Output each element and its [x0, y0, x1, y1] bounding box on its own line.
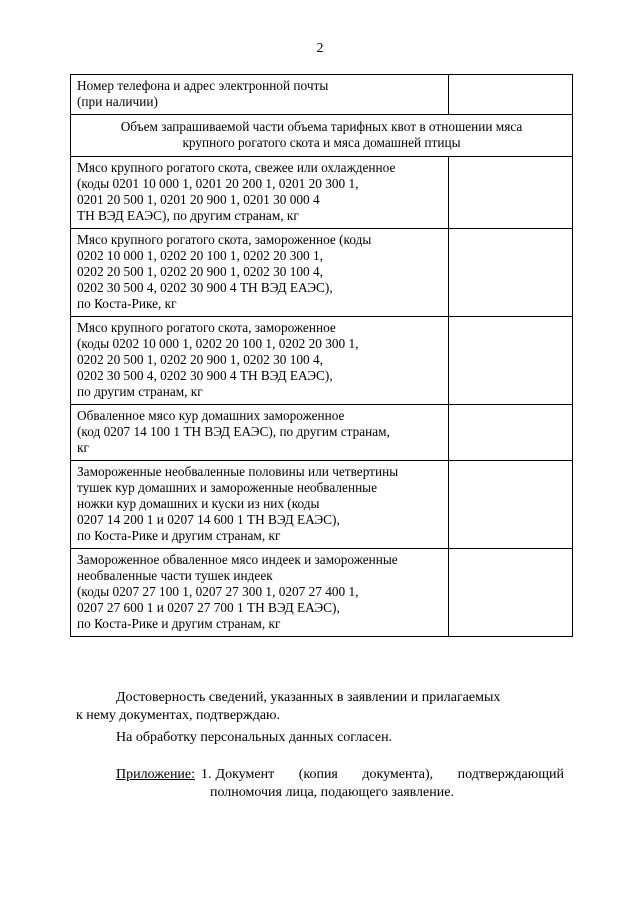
appendix-item-number: 1.	[201, 767, 212, 782]
row-value-cell[interactable]	[449, 317, 573, 405]
row-value-cell[interactable]	[449, 229, 573, 317]
row-label-chicken-boneless: Обваленное мясо кур домашних замороженное (код 0207 14 100 1 ТН ВЭД ЕАЭС), по другим странам, кг	[71, 405, 449, 461]
confirmation-line-2: к нему документах, подтверждаю.	[76, 708, 281, 723]
row-label-beef-frozen-other: Мясо крупного рогатого скота, замороженное (коды 0202 10 000 1, 0202 20 100 1, 0202 20 300 1, 0202 20 500 1, 0202 20 900 1, 0202 30 100 4, 0202 30 500 4, 0202 30 900 4 ТН ВЭД ЕАЭС), по другим странам, кг	[71, 317, 449, 405]
row-value-cell[interactable]	[449, 461, 573, 549]
table-row	[71, 157, 573, 229]
quota-form-table	[70, 74, 573, 637]
row-value-cell[interactable]	[449, 157, 573, 229]
table-row	[71, 549, 573, 637]
row-label-turkey: Замороженное обваленное мясо индеек и замороженные необваленные части тушек индеек (коды 0207 27 100 1, 0207 27 300 1, 0207 27 400 1, 0207 27 600 1 и 0207 27 700 1 ТН ВЭД ЕАЭС), по Коста-Рике и другим странам, кг	[71, 549, 449, 637]
confirmation-line-1: Достоверность сведений, указанных в заявлении и прилагаемых	[116, 690, 501, 705]
row-label-chicken-bone-in: Замороженные необваленные половины или четвертины тушек кур домашних и замороженные необваленные ножки кур домашних и куски из них (коды 0207 14 200 1 и 0207 14 600 1 ТН ВЭД ЕАЭС), по Коста-Рике и другим странам, кг	[71, 461, 449, 549]
contact-value-cell[interactable]	[449, 75, 573, 115]
row-value-cell[interactable]	[449, 405, 573, 461]
table-row	[71, 229, 573, 317]
table-row	[71, 405, 573, 461]
section-header-row	[71, 115, 573, 157]
appendix-label: Приложение:	[116, 767, 196, 782]
appendix	[116, 766, 564, 802]
row-label-beef-frozen-costa-rica: Мясо крупного рогатого скота, замороженное (коды 0202 10 000 1, 0202 20 100 1, 0202 20 300 1, 0202 20 500 1, 0202 20 900 1, 0202 30 100 4, 0202 30 500 4, 0202 30 900 4 ТН ВЭД ЕАЭС), по Коста-Рике, кг	[71, 229, 449, 317]
section-header: Объем запрашиваемой части объема тарифных квот в отношении мяса крупного рогатого скота и мяса домашней птицы	[71, 115, 573, 157]
row-value-cell[interactable]	[449, 549, 573, 637]
row-label-beef-fresh: Мясо крупного рогатого скота, свежее или охлажденное (коды 0201 10 000 1, 0201 20 200 1, 0201 20 300 1, 0201 20 500 1, 0201 20 900 1, 0201 30 000 4 ТН ВЭД ЕАЭС), по другим странам, кг	[71, 157, 449, 229]
contact-label: Номер телефона и адрес электронной почты (при наличии)	[71, 75, 449, 115]
appendix-first-line	[116, 766, 564, 784]
appendix-item-line-1: Документ (копия документа), подтверждающий	[215, 767, 564, 782]
appendix-item-line-2: полномочия лица, подающего заявление.	[210, 785, 454, 800]
confirmation-paragraph	[76, 689, 564, 725]
table-row	[71, 461, 573, 549]
contact-row	[71, 75, 573, 115]
page-number: 2	[316, 41, 324, 56]
consent-paragraph: На обработку персональных данных согласен.	[116, 730, 393, 745]
table-row	[71, 317, 573, 405]
